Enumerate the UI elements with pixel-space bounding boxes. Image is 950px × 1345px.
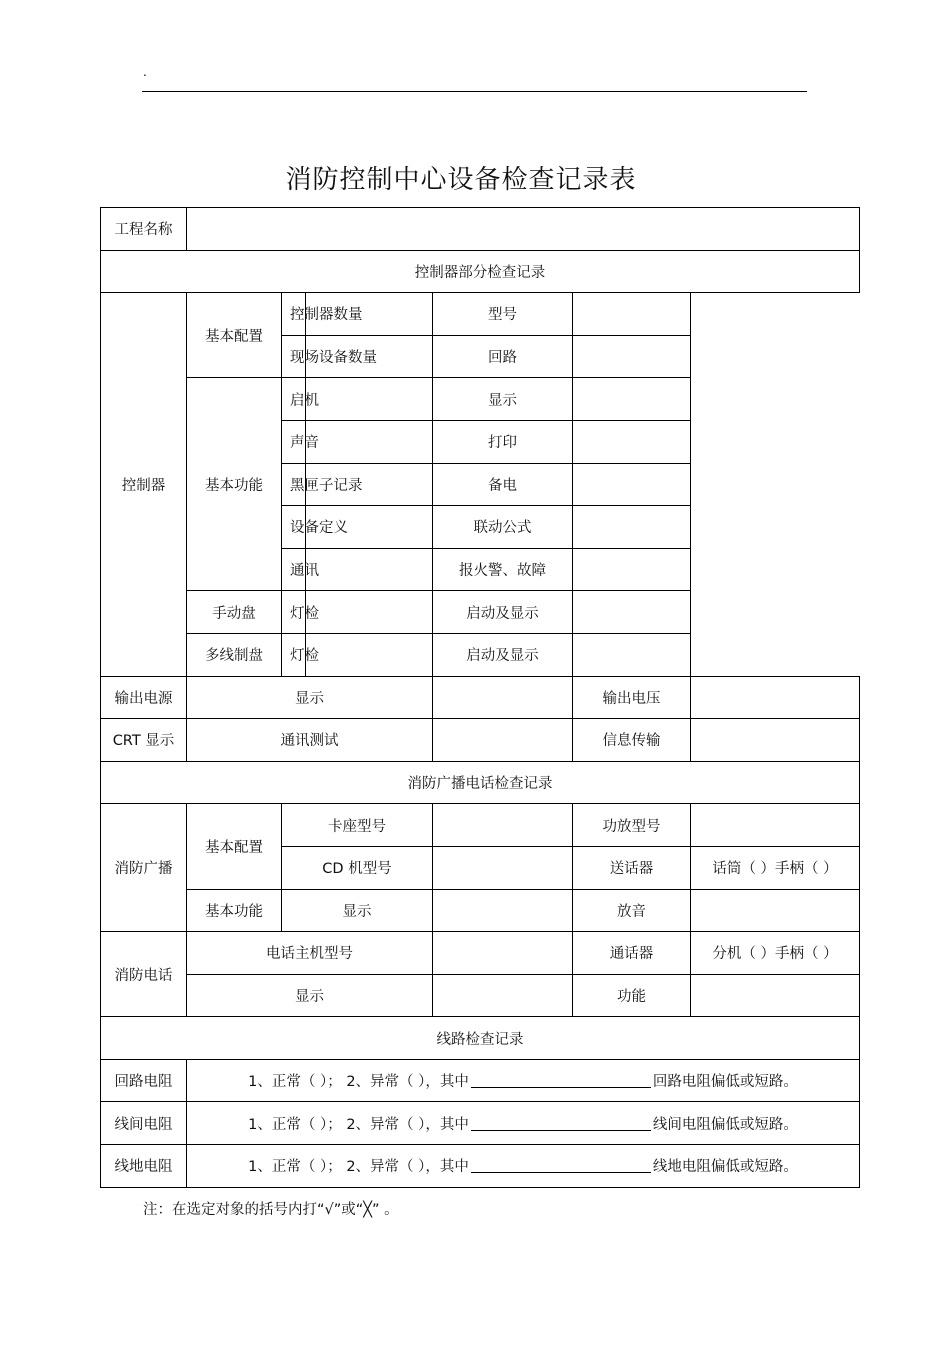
table-row [101,1145,860,1188]
model-field[interactable] [573,293,691,336]
fire-fault-field[interactable] [573,548,691,591]
phone-display-field[interactable] [433,974,573,1017]
handset-label: 通话器 [573,932,691,975]
deck-model-field[interactable] [433,804,573,847]
broadcast-section-title: 消防广播电话检查记录 [101,761,860,804]
cd-model-field[interactable] [433,846,573,889]
loop-resistance-result[interactable] [187,1059,860,1102]
phone-display-label: 显示 [187,974,433,1017]
communication-label: 通讯 [282,548,306,591]
transmitter-label: 送话器 [573,846,691,889]
comm-test-label: 通讯测试 [187,719,433,762]
linkage-formula-field[interactable] [573,506,691,549]
table-row [101,1102,860,1145]
ground-resistance-suffix: 线地电阻偏低或短路。 [652,1159,798,1176]
model-label: 型号 [433,293,573,336]
header-dot: . [143,65,147,79]
handset-options[interactable]: 分机（ ）手柄（ ） [691,932,860,975]
backup-power-field[interactable] [573,463,691,506]
basic-function-label: 基本功能 [187,378,282,591]
project-name-field[interactable] [187,208,860,251]
start-display-label: 启动及显示 [433,591,573,634]
backup-power-label: 备电 [433,463,573,506]
loop-resistance-suffix: 回路电阻偏低或短路。 [652,1074,798,1091]
fire-fault-label: 报火警、故障 [433,548,573,591]
output-voltage-field[interactable] [691,676,860,719]
basic-config-label: 基本配置 [187,293,282,378]
loop-resistance-options[interactable]: 1、正常（ ）； 2、异常（ ），其中 [248,1074,469,1091]
start-display-field-2[interactable] [573,633,691,676]
loop-field[interactable] [573,335,691,378]
playback-field[interactable] [691,889,860,932]
line-section-title: 线路检查记录 [101,1017,860,1060]
table-row [101,293,860,336]
cd-model-label: CD 机型号 [282,846,433,889]
lamp-check-field[interactable] [306,591,433,634]
controller-label: 控制器 [101,293,187,676]
start-display-label-2: 启动及显示 [433,633,573,676]
function-label: 功能 [573,974,691,1017]
table-row [101,378,860,421]
amp-model-label: 功放型号 [573,804,691,847]
lamp-check-label-2: 灯检 [282,633,306,676]
table-row [101,1017,860,1060]
print-label: 打印 [433,420,573,463]
field-device-count-label: 现场设备数量 [282,335,306,378]
sound-field[interactable] [306,420,433,463]
black-box-label: 黑匣子记录 [282,463,306,506]
manual-panel-label: 手动盘 [187,591,282,634]
linkage-formula-label: 联动公式 [433,506,573,549]
startup-label: 启机 [282,378,306,421]
table-row [101,804,860,847]
loop-resistance-label: 回路电阻 [101,1059,187,1102]
broadcast-basic-function-label: 基本功能 [187,889,282,932]
project-name-label: 工程名称 [101,208,187,251]
loop-label: 回路 [433,335,573,378]
output-voltage-label: 输出电压 [573,676,691,719]
ground-resistance-blank[interactable] [471,1158,651,1173]
transmitter-options[interactable]: 话筒（ ）手柄（ ） [691,846,860,889]
output-display-label: 显示 [187,676,433,719]
phone-label: 消防电话 [101,932,187,1017]
ground-resistance-options[interactable]: 1、正常（ ）； 2、异常（ ），其中 [248,1159,469,1176]
table-row [101,889,860,932]
controller-section-title: 控制器部分检查记录 [101,250,860,293]
table-row [101,633,860,676]
start-display-field[interactable] [573,591,691,634]
table-row [101,676,860,719]
ground-resistance-label: 线地电阻 [101,1145,187,1188]
table-row [101,591,860,634]
broadcast-basic-config-label: 基本配置 [187,804,282,889]
crt-display-label: CRT 显示 [101,719,187,762]
playback-label: 放音 [573,889,691,932]
function-field[interactable] [691,974,860,1017]
line-resistance-result[interactable] [187,1102,860,1145]
device-definition-label: 设备定义 [282,506,306,549]
communication-field[interactable] [306,548,433,591]
info-transfer-label: 信息传输 [573,719,691,762]
line-resistance-blank[interactable] [471,1116,651,1131]
sound-label: 声音 [282,420,306,463]
amp-model-field[interactable] [691,804,860,847]
phone-host-model-field[interactable] [433,932,573,975]
controller-count-label: 控制器数量 [282,293,306,336]
broadcast-display-field[interactable] [433,889,573,932]
inspection-table [100,207,860,1188]
multiline-panel-label: 多线制盘 [187,633,282,676]
header-rule [142,91,807,92]
deck-model-label: 卡座型号 [282,804,433,847]
info-transfer-field[interactable] [691,719,860,762]
table-row [101,719,860,762]
lamp-check-field-2[interactable] [306,633,433,676]
output-display-field[interactable] [433,676,573,719]
table-row [101,932,860,975]
table-row [101,208,860,251]
startup-field[interactable] [306,378,433,421]
loop-resistance-blank[interactable] [471,1073,651,1088]
display-field[interactable] [573,378,691,421]
footnote: 注：在选定对象的括号内打“√”或“╳” 。 [143,1202,399,1218]
broadcast-display-label: 显示 [282,889,433,932]
comm-test-field[interactable] [433,719,573,762]
line-resistance-label: 线间电阻 [101,1102,187,1145]
output-power-label: 输出电源 [101,676,187,719]
line-resistance-options[interactable]: 1、正常（ ）； 2、异常（ ），其中 [248,1116,469,1133]
lamp-check-label: 灯检 [282,591,306,634]
table-row [101,250,860,293]
table-row [101,974,860,1017]
table-row [101,1059,860,1102]
ground-resistance-result[interactable] [187,1145,860,1188]
page-title: 消防控制中心设备检查记录表 [285,165,637,195]
phone-host-model-label: 电话主机型号 [187,932,433,975]
line-resistance-suffix: 线间电阻偏低或短路。 [652,1116,798,1133]
print-field[interactable] [573,420,691,463]
table-row [101,761,860,804]
display-label: 显示 [433,378,573,421]
broadcast-label: 消防广播 [101,804,187,932]
